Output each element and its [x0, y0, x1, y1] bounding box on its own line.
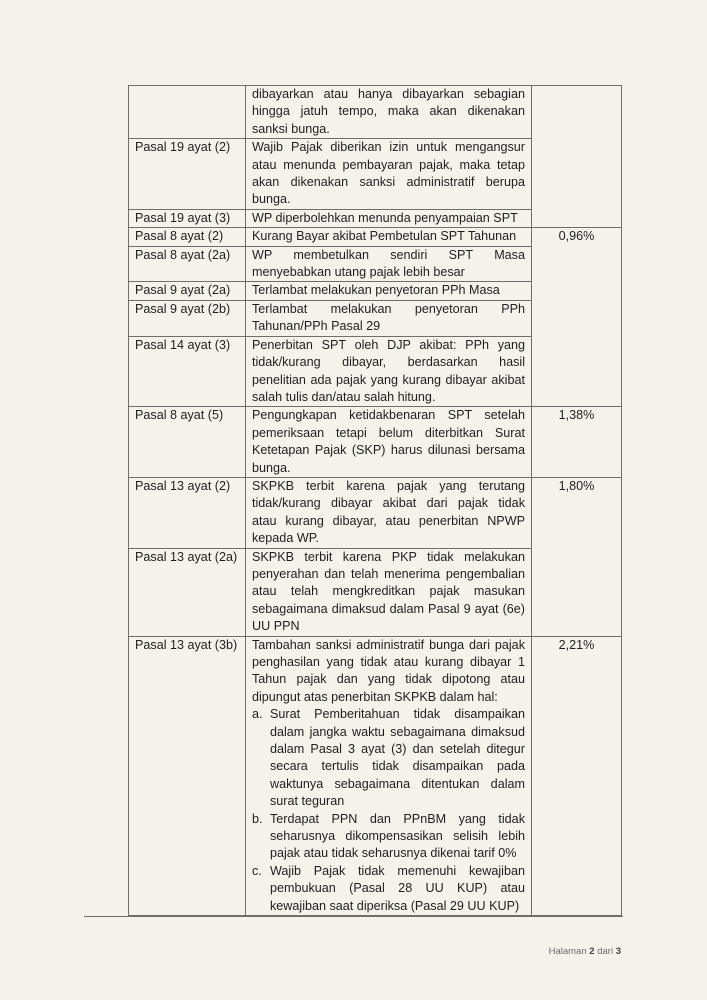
description-line: Pengungkapan ketidakbenaran SPT setelah	[252, 408, 525, 423]
list-marker: c.	[252, 863, 262, 878]
condition-line: waktunya sebagaimana ditentukan dalam	[270, 776, 525, 791]
condition-item	[252, 811, 525, 863]
pasal-cell: Pasal 13 ayat (3b)	[129, 636, 246, 916]
description-line: SKPKB terbit karena PKP tidak melakukan	[252, 549, 525, 564]
description-line: akan dikenakan sanksi administratif berupa	[252, 175, 525, 190]
description-cell	[246, 300, 532, 336]
condition-line: Surat Pemberitahuan tidak disampaikan	[270, 707, 525, 722]
description-cell	[246, 139, 532, 210]
page-label: Halaman	[548, 946, 587, 957]
pasal-cell: Pasal 8 ayat (2)	[129, 228, 246, 246]
table-row	[129, 477, 622, 548]
description-line: sebagaimana dimaksud dalam Pasal 9 ayat (6e)	[252, 601, 525, 616]
description-line: kepada WP.	[252, 531, 319, 546]
interest-rate-cell: 2,21%	[532, 636, 622, 916]
page-of-label: dari	[597, 946, 614, 957]
description-line: Ketetapan Pajak (SKP) harus dilunasi bersama	[252, 443, 525, 458]
description-line: Terlambat melakukan penyetoran PPh Masa	[252, 283, 500, 298]
description-cell	[246, 407, 532, 478]
pasal-cell: Pasal 8 ayat (5)	[129, 407, 246, 478]
condition-line: kewajiban saat diperiksa (Pasal 29 UU KUP)	[270, 898, 520, 913]
description-line: Wajib Pajak diberikan izin untuk mengangsur	[252, 140, 525, 155]
description-cell	[246, 548, 532, 636]
description-line: penyerahan dan telah menerima pengembalian	[252, 566, 525, 581]
condition-line: dalam jangka waktu sebagaimana dimaksud	[270, 724, 525, 739]
sanksi-bunga-table	[128, 85, 622, 916]
interest-rate-cell: 1,38%	[532, 407, 622, 478]
description-line: bunga.	[252, 192, 291, 207]
description-line: atau kurang dibayar, atau penerbitan NPWP	[252, 513, 525, 528]
description-line: Terlambat melakukan penyetoran PPh	[252, 301, 525, 316]
description-line: WP membetulkan sendiri SPT Masa	[252, 247, 525, 262]
list-marker: a.	[252, 707, 263, 722]
condition-line: Terdapat PPN dan PPnBM yang tidak	[270, 811, 525, 826]
condition-line: dalam Pasal 3 ayat (3) dan setelah ditegur	[270, 742, 525, 757]
current-page: 2	[589, 946, 595, 957]
pasal-cell: Pasal 13 ayat (2a)	[129, 548, 246, 636]
condition-item	[252, 863, 525, 915]
description-line: tidak/kurang dibayar, berdasarkan hasil	[252, 355, 525, 370]
description-line: UU PPN	[252, 619, 300, 634]
interest-rate-cell: 0,96%	[532, 228, 622, 407]
description-cell	[246, 336, 532, 407]
condition-line: pembukuan (Pasal 28 UU KUP) atau	[270, 881, 525, 896]
description-line: dipungut atas penerbitan SKPKB dalam hal:	[252, 689, 498, 704]
pasal-cell: Pasal 8 ayat (2a)	[129, 246, 246, 282]
description-line: pemeriksaan tetapi belum diterbitkan Surat	[252, 425, 525, 440]
description-cell	[246, 636, 532, 916]
pasal-cell: Pasal 14 ayat (3)	[129, 336, 246, 407]
table-row	[129, 636, 622, 916]
condition-line: surat teguran	[270, 794, 345, 809]
description-cell	[246, 209, 532, 227]
interest-rate-cell: 1,80%	[532, 477, 622, 636]
description-line: penghasilan yang tidak atau kurang dibayar 1	[252, 655, 525, 669]
condition-line: seharusnya dikompensasikan selisih lebih	[270, 829, 525, 844]
description-line: hingga jatuh tempo, maka akan dikenakan	[252, 104, 525, 119]
description-line: Tahunan/PPh Pasal 29	[252, 319, 381, 334]
description-line: sanksi bunga.	[252, 121, 330, 136]
table-row	[129, 407, 622, 478]
condition-list	[252, 706, 525, 915]
table-row	[129, 86, 622, 139]
description-line: atau telah mengkreditkan pajak masukan	[252, 584, 525, 599]
total-pages: 3	[615, 946, 621, 957]
description-line: Tahun pajak dan yang tidak dipotong atau	[252, 672, 525, 687]
condition-line: secara tertulis tidak disampaikan pada	[270, 759, 525, 774]
description-line: WP diperbolehkan menunda penyampaian SPT	[252, 210, 518, 225]
description-cell	[246, 86, 532, 139]
list-marker: b.	[252, 811, 263, 826]
pasal-cell	[129, 86, 246, 139]
pasal-cell: Pasal 13 ayat (2)	[129, 477, 246, 548]
description-line: Penerbitan SPT oleh DJP akibat: PPh yang	[252, 337, 525, 352]
condition-line: Wajib Pajak tidak memenuhi kewajiban	[270, 863, 525, 878]
description-cell	[246, 246, 532, 282]
description-line: penelitian ada pajak yang kurang dibayar akibat	[252, 372, 525, 387]
interest-rate-cell	[532, 86, 622, 228]
description-line: dibayarkan atau hanya dibayarkan sebagian	[252, 87, 525, 101]
pasal-cell: Pasal 9 ayat (2b)	[129, 300, 246, 336]
description-cell	[246, 282, 532, 300]
description-line: salah tulis dan/atau salah hitung.	[252, 389, 436, 404]
description-line: Tambahan sanksi administratif bunga dari pajak	[252, 637, 525, 652]
footer-divider	[84, 916, 623, 917]
description-line: menyebabkan utang pajak lebih besar	[252, 265, 465, 280]
description-cell	[246, 477, 532, 548]
page-number	[549, 946, 621, 957]
table-body	[129, 86, 622, 916]
description-line: bunga.	[252, 460, 291, 475]
table-row	[129, 228, 622, 246]
description-line: atau menunda pembayaran pajak, maka tetap	[252, 157, 525, 172]
pasal-cell: Pasal 19 ayat (3)	[129, 209, 246, 227]
description-line: SKPKB terbit karena pajak yang terutang	[252, 478, 525, 493]
pasal-cell: Pasal 19 ayat (2)	[129, 139, 246, 210]
pasal-cell: Pasal 9 ayat (2a)	[129, 282, 246, 300]
description-line: tidak/kurang dibayar akibat dari pajak tidak	[252, 496, 525, 511]
description-line: Kurang Bayar akibat Pembetulan SPT Tahunan	[252, 229, 517, 244]
description-cell	[246, 228, 532, 246]
condition-line: pajak atau tidak seharusnya dikenai tarif 0%	[270, 846, 517, 861]
condition-item	[252, 706, 525, 810]
